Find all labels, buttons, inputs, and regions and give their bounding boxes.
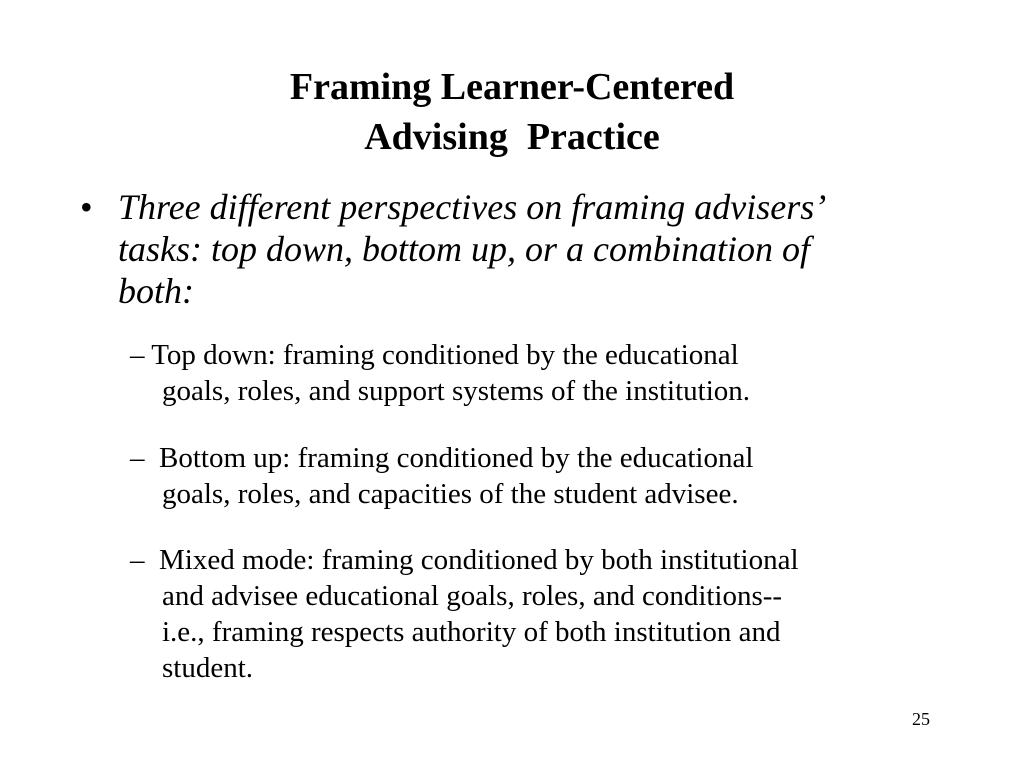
sub-bullet-1-line-2: goals, roles, and support systems of the institution.	[162, 375, 751, 407]
main-bullet-line-1: Three different perspectives on framing advisers’	[118, 187, 827, 227]
bullet-marker: •	[80, 187, 93, 227]
sub-bullet-1-line-1: – Top down: framing conditioned by the educational	[130, 339, 739, 371]
sub-bullet-3-line-3: i.e., framing respects authority of both institution and	[162, 616, 781, 648]
sub-bullet-bottom-up	[130, 440, 950, 512]
main-bullet-line-3: both:	[118, 271, 194, 311]
sub-bullet-2-line-1: – Bottom up: framing conditioned by the educational	[130, 442, 754, 474]
sub-bullet-3-line-2: and advisee educational goals, roles, and conditions--	[162, 580, 783, 612]
slide-title	[0, 62, 1024, 162]
sub-bullet-2-line-2: goals, roles, and capacities of the student advisee.	[162, 478, 739, 510]
sub-bullet-3-line-4: student.	[162, 652, 254, 684]
title-line-2: Advising Practice	[364, 116, 660, 158]
main-bullet	[76, 186, 956, 312]
sub-bullet-top-down	[130, 337, 950, 409]
title-line-1: Framing Learner-Centered	[289, 66, 735, 108]
sub-bullet-3-line-1: – Mixed mode: framing conditioned by both institutional	[130, 544, 799, 576]
main-bullet-line-2: tasks: top down, bottom up, or a combination of	[118, 229, 810, 269]
page-number: 25	[912, 709, 930, 729]
sub-bullet-mixed-mode	[130, 542, 950, 686]
